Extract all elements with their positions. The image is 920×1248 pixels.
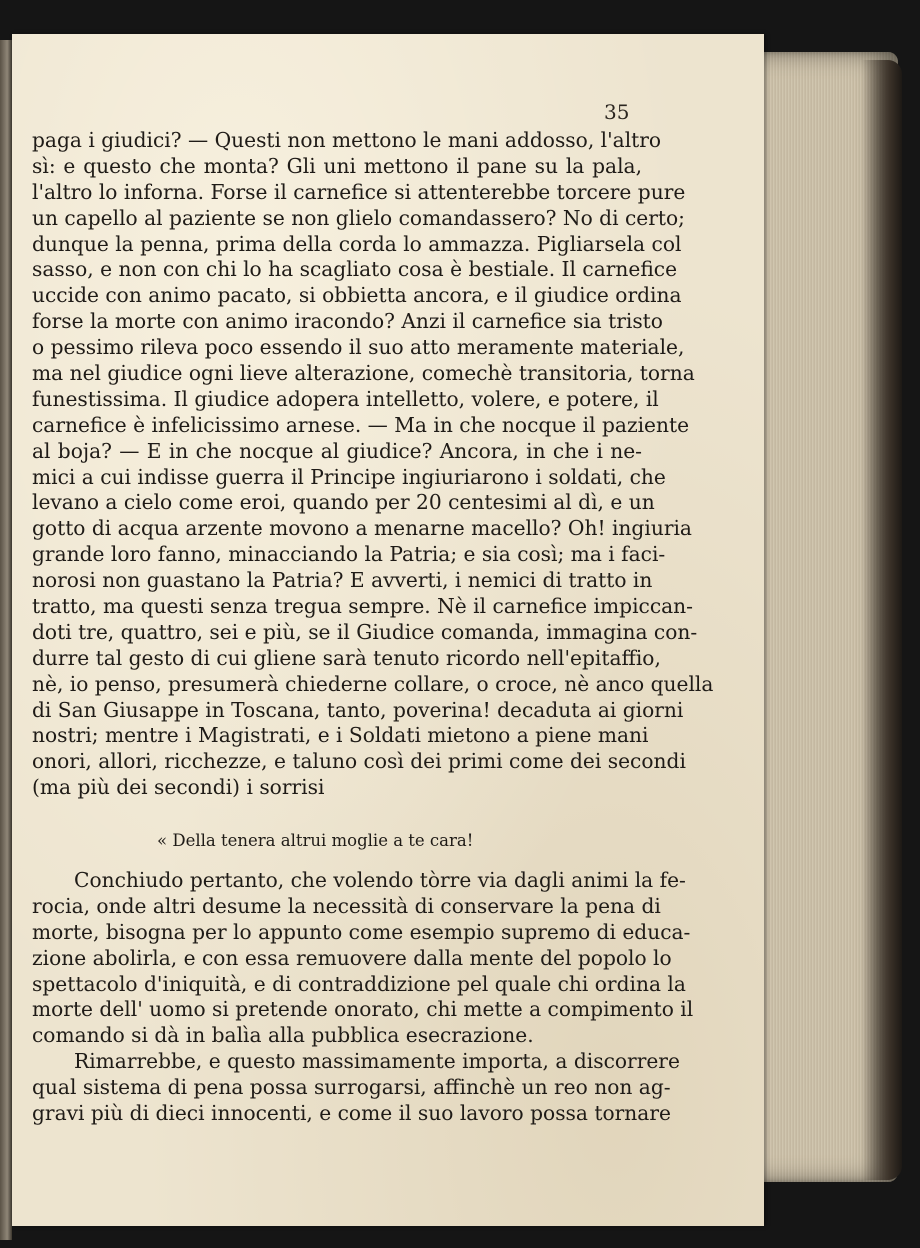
paragraph-2 xyxy=(32,868,694,1127)
text-line: paga i giudici? — Questi non mettono le mani addosso, l'altro xyxy=(32,128,662,152)
text-line: onori, allori, ricchezze, e taluno così dei primi come dei secondi xyxy=(32,749,686,774)
text-line: qual sistema di pena possa surrogarsi, affinchè un reo non ag- xyxy=(32,1075,671,1100)
text-line: durre tal gesto di cui gliene sarà tenuto ricordo nell'epitaffio, xyxy=(32,645,661,670)
text-line: sasso, e non con chi lo ha scagliato cosa è bestiale. Il carnefice xyxy=(32,257,678,282)
left-page-edge xyxy=(0,40,12,1240)
text-line: nostri; mentre i Magistrati, e i Soldati mietono a piene mani xyxy=(32,723,649,748)
text-line: doti tre, quattro, sei e più, se il Giudice comanda, immagina con- xyxy=(32,619,698,644)
book-cover-edge xyxy=(862,60,902,1180)
verse-quote: « Della tenera altrui moglie a te cara! xyxy=(157,831,474,850)
text-line: spettacolo d'iniquità, e di contraddizione pel quale chi ordina la xyxy=(32,971,686,996)
text-line: Rimarrebbe, e questo massimamente importa, a discorrere xyxy=(74,1049,680,1074)
text-line: gravi più di dieci innocenti, e come il suo lavoro possa tornare xyxy=(32,1101,671,1126)
text-line: rocia, onde altri desume la necessità di conservare la pena di xyxy=(32,893,661,918)
text-line: comando si dà in balìa alla pubblica esecrazione. xyxy=(32,1023,534,1048)
text-line: l'altro lo inforna. Forse il carnefice si attenterebbe torcere pure xyxy=(32,179,686,204)
text-line: zione abolirla, e con essa remuovere dalla mente del popolo lo xyxy=(32,945,672,970)
text-line: morte dell' uomo si pretende onorato, chi mette a compimento il xyxy=(32,997,694,1022)
text-line: (ma più dei secondi) i sorrisi xyxy=(32,775,325,800)
text-line: un capello al paziente se non glielo comandassero? No di certo; xyxy=(32,205,685,230)
text-line: morte, bisogna per lo appunto come esempio supremo di educa- xyxy=(32,919,691,944)
text-line: tratto, ma questi senza tregua sempre. Nè il carnefice impiccan- xyxy=(32,594,693,619)
text-line: mici a cui indisse guerra il Principe ingiuriarono i soldati, che xyxy=(32,464,666,489)
text-line: o pessimo rileva poco essendo il suo atto meramente materiale, xyxy=(32,335,685,360)
text-line: uccide con animo pacato, si obbietta ancora, e il giudice ordina xyxy=(32,283,682,308)
text-line: funestissima. Il giudice adopera intelletto, volere, e potere, il xyxy=(32,386,659,411)
text-line: forse la morte con animo iracondo? Anzi il carnefice sia tristo xyxy=(32,309,663,334)
text-line: ma nel giudice ogni lieve alterazione, comechè transitoria, torna xyxy=(32,361,695,386)
text-line: norosi non guastano la Patria? E avverti, i nemici di tratto in xyxy=(32,568,653,593)
text-line: al boja? — E in che nocque al giudice? Ancora, in che i ne- xyxy=(32,438,642,463)
text-line: Conchiudo pertanto, che volendo tòrre via dagli animi la fe- xyxy=(74,868,686,892)
text-line: grande loro fanno, minacciando la Patria; e sia così; ma i faci- xyxy=(32,542,666,567)
text-line: levano a cielo come eroi, quando per 20 centesimi al dì, e un xyxy=(32,490,655,515)
text-line: sì: e questo che monta? Gli uni mettono il pane su la pala, xyxy=(32,153,642,178)
text-line: dunque la penna, prima della corda lo ammazza. Pigliarsela col xyxy=(32,231,682,256)
text-line: di San Giusappe in Toscana, tanto, poverina! decaduta ai giorni xyxy=(32,697,684,722)
page-number: 35 xyxy=(604,100,630,124)
text-line: nè, io penso, presumerà chiederne collare, o croce, nè anco quella xyxy=(32,671,714,696)
text-line: carnefice è infelicissimo arnese. — Ma in che nocque il paziente xyxy=(32,412,690,437)
book-page xyxy=(12,34,764,1226)
text-line: gotto di acqua arzente movono a menarne macello? Oh! ingiuria xyxy=(32,516,692,541)
paragraph-1 xyxy=(32,128,714,801)
